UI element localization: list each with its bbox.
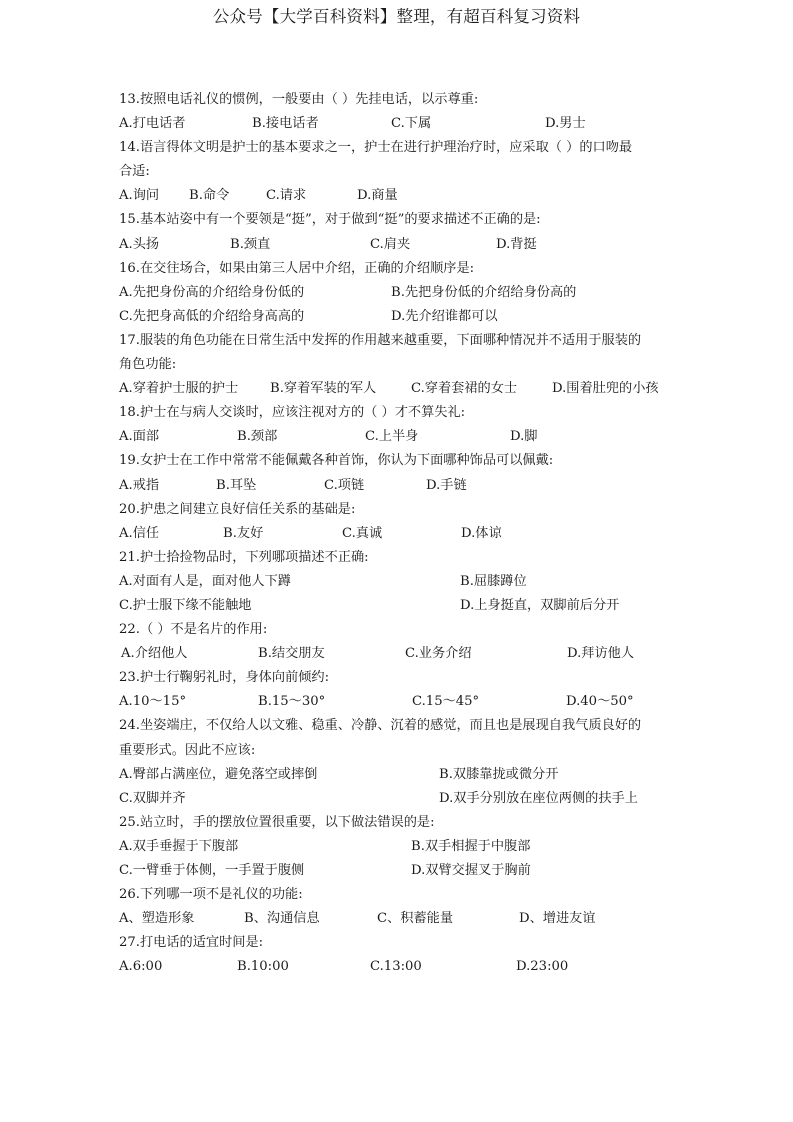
option-c: C.双脚并齐	[119, 790, 186, 806]
question-18	[119, 401, 679, 449]
question-14	[119, 136, 679, 208]
option-row	[119, 281, 679, 305]
question-25	[119, 811, 679, 883]
option-c: C.真诚	[342, 525, 383, 541]
option-a: A.信任	[119, 525, 160, 541]
question-24	[119, 714, 679, 810]
option-row	[119, 690, 679, 714]
question-22	[119, 618, 679, 666]
question-stem: 重要形式。因此不应该:	[119, 742, 256, 758]
option-c: C.肩夹	[370, 236, 411, 252]
question-stem: 22.（ ）不是名片的作用:	[119, 622, 268, 638]
option-a: A、塑造形象	[119, 911, 195, 927]
option-row	[119, 233, 679, 257]
option-row	[119, 907, 679, 931]
question-list	[119, 88, 679, 979]
option-row	[119, 474, 679, 498]
option-d: D.双臂交握叉于胸前	[411, 863, 531, 878]
option-row	[119, 377, 679, 401]
option-c: C.15～45°	[412, 694, 480, 710]
question-stem: 19.女护士在工作中常常不能佩戴各种首饰，你认为下面哪种饰品可以佩戴:	[119, 453, 554, 469]
option-d: D.背挺	[496, 236, 537, 252]
question-27	[119, 931, 679, 979]
question-stem: 17.服装的角色功能在日常生活中发挥的作用越来越重要，下面哪种情况并不适用于服装的	[119, 332, 642, 348]
option-d: D.脚	[510, 429, 538, 445]
option-b: B.15～30°	[258, 694, 326, 710]
question-stem: 角色功能:	[119, 357, 177, 373]
question-stem: 24.坐姿端庄，不仅给人以文雅、稳重、冷静、沉着的感觉，而且也是展现自我气质良好的	[119, 718, 642, 734]
option-d: D.上身挺直，双脚前后分开	[460, 597, 620, 613]
option-a: A.6:00	[119, 959, 163, 975]
option-d: D.双手分别放在座位两侧的扶手上	[439, 790, 638, 806]
option-a: A.穿着护士服的护士	[119, 381, 239, 397]
option-d: D.围着肚兜的小孩	[552, 381, 659, 397]
question-16	[119, 257, 679, 329]
option-b: B.结交朋友	[258, 646, 325, 662]
question-stem: 18.护士在与病人交谈时，应该注视对方的（ ）才不算失礼:	[119, 405, 466, 421]
question-stem: 25.站立时，手的摆放位置很重要，以下做法错误的是:	[119, 814, 435, 830]
question-stem: 合适:	[119, 164, 150, 180]
question-stem: 27.打电话的适宜时间是:	[119, 935, 264, 951]
option-row	[119, 522, 679, 546]
question-stem: 20.护患之间建立良好信任关系的基础是:	[119, 501, 356, 517]
question-stem: 16.在交往场合，如果由第三人居中介绍，正确的介绍顺序是:	[119, 260, 475, 276]
option-a: A.头扬	[119, 236, 160, 252]
option-c: C.穿着套裙的女士	[411, 381, 518, 397]
question-19	[119, 449, 679, 497]
option-b: B.屈膝蹲位	[460, 573, 527, 589]
option-row	[119, 570, 679, 594]
option-row	[119, 594, 679, 618]
question-20	[119, 498, 679, 546]
option-d: D.40～50°	[566, 694, 634, 710]
option-c: C、积蓄能量	[377, 911, 454, 927]
option-c: C.先把身高低的介绍给身高高的	[119, 308, 305, 324]
option-row	[119, 642, 679, 666]
option-b: B.双手相握于中腹部	[411, 838, 531, 854]
question-13	[119, 88, 679, 136]
option-a: A.面部	[119, 429, 160, 445]
option-b: B.先把身份低的介绍给身份高的	[391, 284, 577, 300]
option-d: D.23:00	[516, 959, 569, 975]
option-row	[119, 184, 679, 208]
option-a: A.戒指	[119, 477, 160, 493]
option-row	[119, 955, 679, 979]
question-15	[119, 208, 679, 256]
option-b: B.颈直	[230, 236, 271, 252]
option-b: B、沟通信息	[244, 911, 320, 927]
option-row	[119, 859, 679, 883]
option-d: D.体谅	[461, 525, 502, 541]
option-a: A.打电话者	[119, 116, 186, 132]
option-c: C.项链	[324, 477, 365, 493]
option-a: A.10～15°	[119, 694, 187, 710]
option-d: D.商量	[357, 188, 398, 204]
option-b: B.双膝靠拢或微分开	[439, 766, 559, 782]
option-b: B.接电话者	[252, 116, 319, 132]
option-c: C.上半身	[365, 429, 419, 445]
question-17	[119, 329, 679, 401]
option-a: A.臀部占满座位，避免落空或摔倒	[119, 766, 318, 782]
question-stem: 15.基本站姿中有一个要领是“挺”，对于做到“挺”的要求描述不正确的是:	[119, 212, 541, 228]
option-b: B.10:00	[237, 959, 289, 975]
option-b: B.穿着军装的军人	[270, 381, 377, 397]
question-23	[119, 666, 679, 714]
question-stem: 26.下列哪一项不是礼仪的功能:	[119, 887, 303, 903]
option-d: D.先介绍谁都可以	[391, 308, 498, 324]
option-c: C.护士服下缘不能触地	[119, 597, 252, 613]
option-d: D.拜访他人	[567, 646, 635, 662]
option-row	[119, 835, 679, 859]
option-b: B.耳坠	[216, 477, 257, 493]
option-d: D.手链	[426, 477, 467, 493]
question-26	[119, 883, 679, 931]
page-header: 公众号【大学百科资料】整理，有超百科复习资料	[212, 7, 581, 26]
option-row	[119, 425, 679, 449]
option-c: C.一臂垂于体侧，一手置于腹侧	[119, 863, 305, 878]
question-stem: 14.语言得体文明是护士的基本要求之一，护士在进行护理治疗时，应采取（ ）的口吻最	[119, 140, 633, 156]
option-c: C.请求	[266, 188, 307, 204]
question-stem: 21.护士拾捡物品时，下列哪项描述不正确:	[119, 549, 369, 565]
option-c: C.业务介绍	[405, 646, 472, 662]
question-stem: 23.护士行鞠躬礼时，身体向前倾约:	[119, 670, 330, 686]
option-row	[119, 112, 679, 136]
option-a: A.先把身份高的介绍给身份低的	[119, 284, 305, 300]
option-b: B.友好	[223, 525, 264, 541]
option-a: A.介绍他人	[121, 646, 188, 662]
option-row	[119, 305, 679, 329]
option-d: D.男士	[545, 116, 586, 132]
option-c: C.下属	[391, 116, 432, 132]
question-stem: 13.按照电话礼仪的惯例，一般要由（ ）先挂电话，以示尊重:	[119, 92, 479, 107]
option-b: B.命令	[189, 188, 230, 204]
option-a: A.双手垂握于下腹部	[119, 838, 239, 854]
option-d: D、增进友谊	[519, 911, 596, 927]
option-c: C.13:00	[370, 959, 422, 975]
option-a: A.询问	[119, 188, 160, 204]
option-a: A.对面有人是，面对他人下蹲	[119, 573, 291, 589]
option-row	[119, 787, 679, 811]
option-row	[119, 763, 679, 787]
option-b: B.颈部	[237, 429, 278, 445]
question-21	[119, 546, 679, 618]
